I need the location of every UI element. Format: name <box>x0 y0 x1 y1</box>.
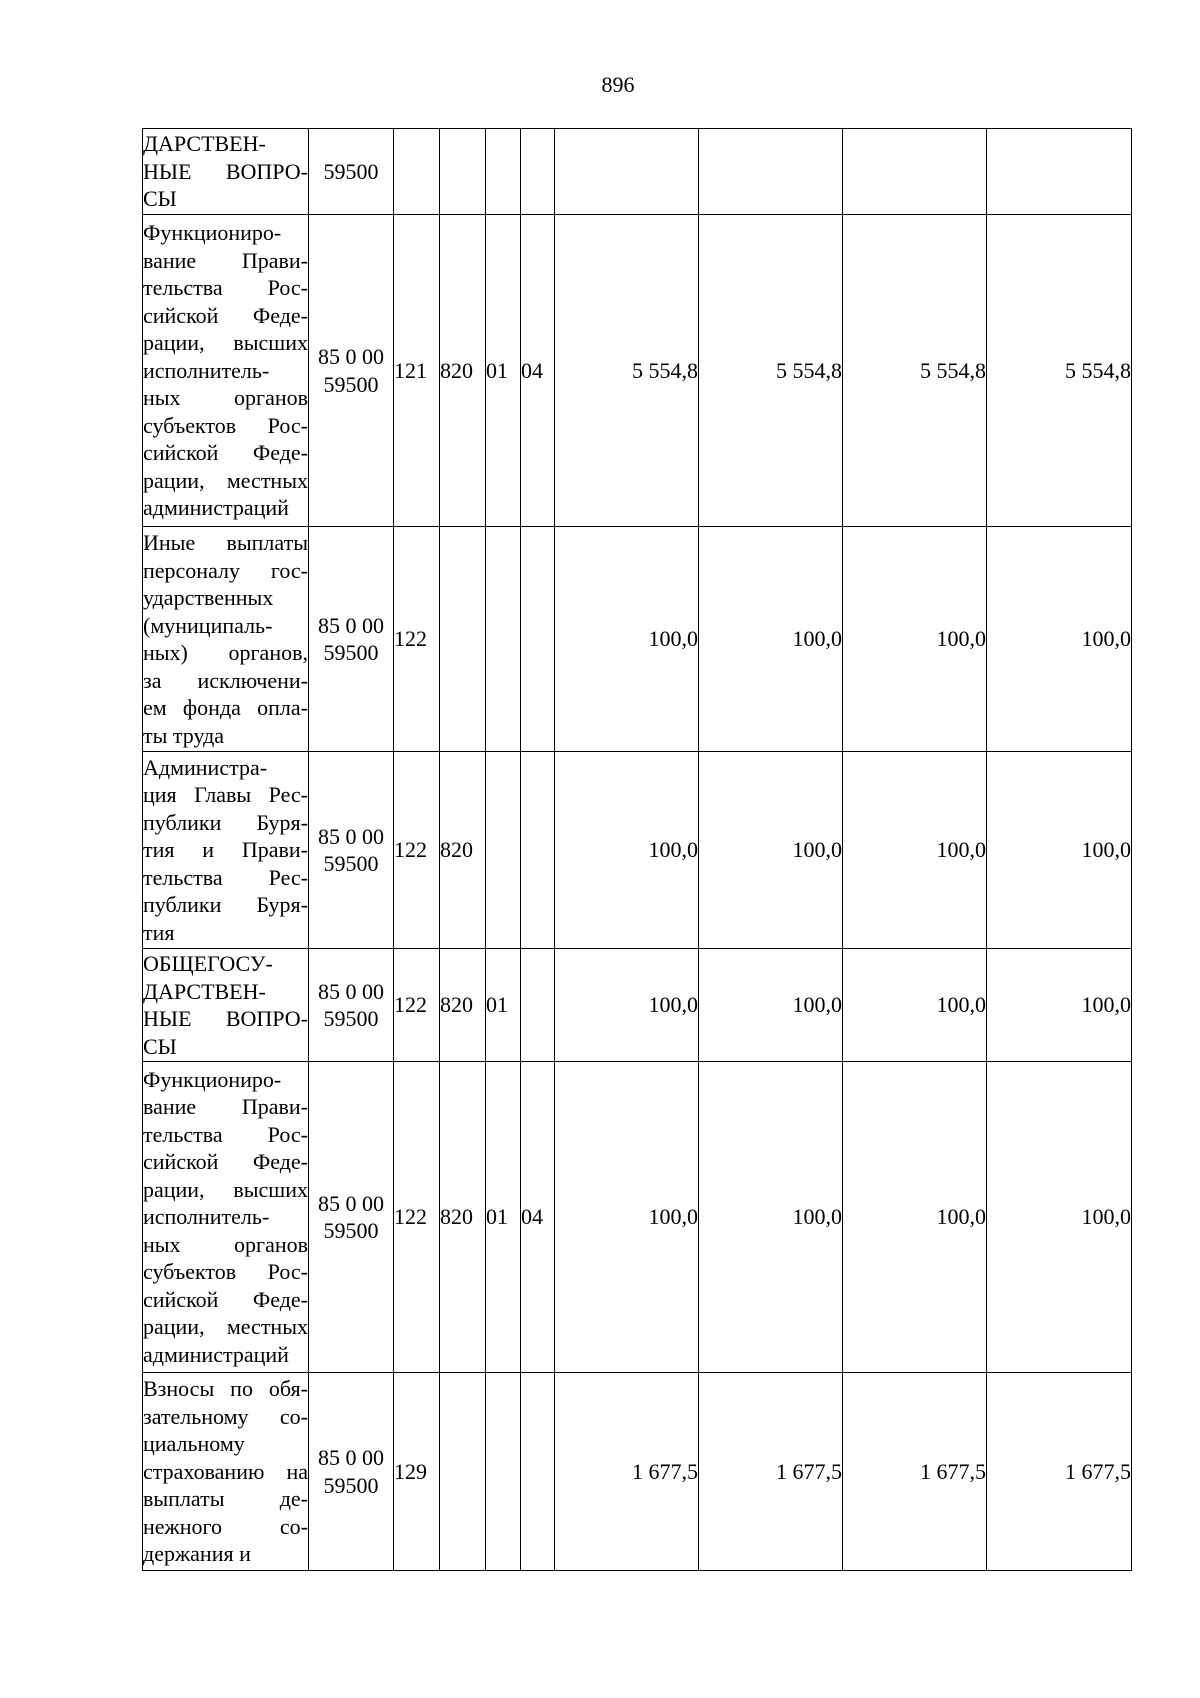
row-amount-3: 100,0 <box>843 1062 987 1373</box>
row-expense-type: 122 <box>394 527 440 752</box>
row-name-line: субъектов Рос- <box>143 412 308 438</box>
row-administrator <box>440 527 486 752</box>
row-target-article: 59500 <box>309 129 394 215</box>
row-administrator: 820 <box>440 752 486 949</box>
row-amount-2: 100,0 <box>699 1062 843 1373</box>
row-amount-4: 100,0 <box>987 752 1132 949</box>
row-name-line: сийской Феде- <box>143 440 308 466</box>
row-name-line: Администра- <box>143 754 268 780</box>
row-section: 01 <box>486 215 521 527</box>
row-amount-2: 100,0 <box>699 527 843 752</box>
row-expense-type: 122 <box>394 1062 440 1373</box>
row-name-line: публики Буря- <box>143 809 308 835</box>
row-name-line: за исключени- <box>143 667 308 693</box>
row-name-line: ция Главы Рес- <box>143 782 308 808</box>
row-name-line: рации, высших <box>143 330 308 356</box>
row-amount-2: 100,0 <box>699 752 843 949</box>
row-name-line: циальному <box>143 1431 245 1457</box>
row-amount-4: 100,0 <box>987 949 1132 1062</box>
row-amount-1: 100,0 <box>555 527 699 752</box>
row-name-line: тельства Рос- <box>143 275 308 301</box>
row-name-line: ты труда <box>143 722 225 748</box>
row-amount-1 <box>555 129 699 215</box>
row-name-line: ДАРСТВЕН- <box>143 978 266 1004</box>
row-name-line: НЫЕ ВОПРО- <box>143 1006 308 1031</box>
row-amount-1: 100,0 <box>555 1062 699 1373</box>
row-name-line: страхованию на <box>143 1458 308 1484</box>
row-target-article: 85 0 00 59500 <box>309 949 394 1062</box>
row-section <box>486 129 521 215</box>
table-row <box>143 215 1132 527</box>
row-administrator: 820 <box>440 1062 486 1373</box>
row-section: 01 <box>486 949 521 1062</box>
row-administrator <box>440 129 486 215</box>
row-subsection <box>521 1373 555 1571</box>
row-name-line: администраций <box>143 495 289 521</box>
table-row <box>143 527 1132 752</box>
row-amount-3: 1 677,5 <box>843 1373 987 1571</box>
row-amount-3: 5 554,8 <box>843 215 987 527</box>
row-subsection <box>521 129 555 215</box>
row-name-line: администраций <box>143 1341 289 1367</box>
row-name-line: вание Прави- <box>143 247 308 273</box>
row-administrator <box>440 1373 486 1571</box>
row-name-line: нежного со- <box>143 1513 308 1539</box>
row-amount-3: 100,0 <box>843 949 987 1062</box>
row-amount-3 <box>843 129 987 215</box>
row-amount-3: 100,0 <box>843 527 987 752</box>
row-subsection <box>521 752 555 949</box>
row-name-line: вание Прави- <box>143 1094 308 1120</box>
row-name <box>143 1062 309 1373</box>
row-name-line: ем фонда опла- <box>143 695 308 720</box>
table-row <box>143 752 1132 949</box>
table-row <box>143 129 1132 215</box>
row-name-line: Иные выплаты <box>143 530 308 555</box>
row-expense-type: 121 <box>394 215 440 527</box>
row-name <box>143 1373 309 1571</box>
row-subsection: 04 <box>521 1062 555 1373</box>
budget-table <box>142 128 1132 1571</box>
row-name-line: зательному со- <box>143 1403 308 1429</box>
row-name-line: сийской Феде- <box>143 1149 308 1175</box>
row-name-line: Функциониро- <box>143 1066 282 1092</box>
row-target-article: 85 0 00 59500 <box>309 527 394 752</box>
row-name-line: тия и Прави- <box>143 837 308 863</box>
row-name-line: Функциониро- <box>143 220 282 246</box>
row-amount-2: 100,0 <box>699 949 843 1062</box>
row-expense-type: 122 <box>394 752 440 949</box>
row-name-line: Взносы по обя- <box>143 1376 308 1402</box>
table-row <box>143 949 1132 1062</box>
row-amount-2: 1 677,5 <box>699 1373 843 1571</box>
row-name-line: сийской Феде- <box>143 1286 308 1312</box>
row-amount-4: 100,0 <box>987 1062 1132 1373</box>
row-name-line: рации, местных <box>143 1314 308 1340</box>
row-amount-1: 5 554,8 <box>555 215 699 527</box>
row-section <box>486 752 521 949</box>
row-subsection <box>521 949 555 1062</box>
row-name-line: тия <box>143 919 175 945</box>
row-expense-type: 129 <box>394 1373 440 1571</box>
row-amount-4: 100,0 <box>987 527 1132 752</box>
row-name-line: выплаты де- <box>143 1486 308 1512</box>
row-name <box>143 129 309 215</box>
row-target-article: 85 0 00 59500 <box>309 1062 394 1373</box>
row-amount-1: 100,0 <box>555 752 699 949</box>
row-name-line: публики Буря- <box>143 892 308 918</box>
table-body <box>143 129 1132 1571</box>
row-section <box>486 1373 521 1571</box>
row-target-article: 85 0 00 59500 <box>309 1373 394 1571</box>
page-number: 896 <box>601 72 635 97</box>
row-name <box>143 527 309 752</box>
row-name-line: сийской Феде- <box>143 302 308 328</box>
row-name-line: тельства Рес- <box>143 864 308 890</box>
row-name-line: ДАРСТВЕН- <box>143 131 266 157</box>
row-name-line: рации, местных <box>143 467 308 493</box>
table-row <box>143 1373 1132 1571</box>
row-target-article: 85 0 00 59500 <box>309 215 394 527</box>
row-expense-type <box>394 129 440 215</box>
row-name-line: ных) органов, <box>143 640 308 665</box>
row-amount-4: 1 677,5 <box>987 1373 1132 1571</box>
row-section <box>486 527 521 752</box>
row-name-line: ных органов <box>143 385 308 411</box>
row-name-line: СЫ <box>143 186 177 212</box>
row-name-line: ударственных <box>143 585 274 610</box>
row-name <box>143 949 309 1062</box>
row-name-line: (муниципаль- <box>143 612 273 638</box>
row-name-line: ных органов <box>143 1231 308 1257</box>
row-name-line: персоналу гос- <box>143 557 308 583</box>
row-amount-1: 1 677,5 <box>555 1373 699 1571</box>
row-administrator: 820 <box>440 949 486 1062</box>
row-amount-3: 100,0 <box>843 752 987 949</box>
row-administrator: 820 <box>440 215 486 527</box>
row-amount-2 <box>699 129 843 215</box>
row-amount-1: 100,0 <box>555 949 699 1062</box>
row-subsection <box>521 527 555 752</box>
row-amount-2: 5 554,8 <box>699 215 843 527</box>
row-amount-4 <box>987 129 1132 215</box>
row-name-line: СЫ <box>143 1033 177 1059</box>
row-name-line: ОБЩЕГОСУ- <box>143 951 273 976</box>
table-row <box>143 1062 1132 1373</box>
row-name-line: исполнитель- <box>143 357 270 383</box>
row-name <box>143 215 309 527</box>
row-name <box>143 752 309 949</box>
row-name-line: субъектов Рос- <box>143 1259 308 1285</box>
row-name-line: НЫЕ ВОПРО- <box>143 158 308 184</box>
row-name-line: тельства Рос- <box>143 1121 308 1147</box>
row-target-article: 85 0 00 59500 <box>309 752 394 949</box>
row-name-line: исполнитель- <box>143 1204 270 1230</box>
row-section: 01 <box>486 1062 521 1373</box>
row-name-line: рации, высших <box>143 1176 308 1202</box>
row-expense-type: 122 <box>394 949 440 1062</box>
row-name-line: держания и <box>143 1541 251 1567</box>
row-subsection: 04 <box>521 215 555 527</box>
row-amount-4: 5 554,8 <box>987 215 1132 527</box>
